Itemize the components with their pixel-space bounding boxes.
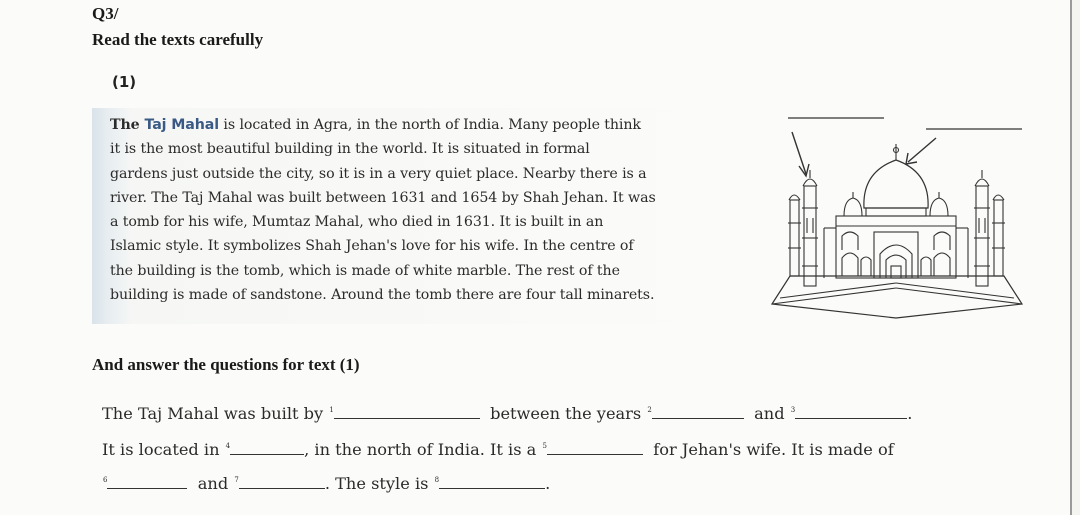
taj-mahal-highlight: Taj Mahal (144, 117, 220, 133)
question-line-1 (102, 404, 912, 423)
answer-blank-4[interactable] (230, 440, 304, 455)
blank-number: 1 (329, 406, 334, 414)
pointer-arrow-icon (792, 132, 809, 176)
reading-passage (92, 108, 706, 324)
line-text: It is located in (102, 440, 220, 459)
passage-line: it is the most beautiful building in the world. It is situated in formal (110, 141, 590, 158)
line-text: . The style is (324, 474, 429, 493)
passage-line: gardens just outside the city, so it is in a very quiet place. Nearby there is a (110, 165, 647, 182)
taj-mahal-figure (766, 108, 1026, 324)
minaret (992, 195, 1005, 276)
answer-blank-8[interactable] (439, 474, 545, 489)
minaret (802, 170, 818, 286)
blank-number: 6 (103, 476, 108, 484)
answer-blank-6[interactable] (107, 474, 187, 489)
line-text: . (545, 474, 551, 493)
passage-line (110, 113, 706, 137)
question-line-2 (102, 440, 894, 459)
text-number: (1) (112, 73, 137, 91)
blank-number: 5 (542, 442, 547, 450)
question-number: Q3/ (92, 4, 119, 23)
passage-line-start: The (110, 117, 145, 133)
question-instruction: Read the texts carefully (92, 30, 264, 49)
pointer-arrow-icon (906, 138, 936, 164)
passage-line-rest: is located in Agra, in the north of India. Many people think (219, 117, 641, 133)
line-text: , in the north of India. It is a (304, 440, 537, 459)
line-text: and (754, 404, 785, 423)
blank-number: 7 (234, 476, 239, 484)
passage-text (110, 113, 706, 307)
passage-line: river. The Taj Mahal was built between 1631 and 1654 by Shah Jehan. It was (110, 189, 656, 206)
blank-number: 8 (434, 476, 440, 484)
passage-line: the building is the tomb, which is made of white marble. The rest of the (110, 262, 620, 279)
question-line-3 (102, 474, 550, 493)
passage-line: a tomb for his wife, Mumtaz Mahal, who died in 1631. It is built in an (110, 214, 604, 231)
line-text: . (907, 404, 913, 423)
blank-number: 2 (647, 406, 652, 414)
line-text: between the years (490, 404, 642, 423)
blank-number: 3 (790, 406, 796, 414)
answer-blank-3[interactable] (795, 404, 907, 419)
taj-mahal-line-drawing-icon (766, 108, 1026, 324)
line-text: The Taj Mahal was built by (102, 404, 324, 423)
questions-title: And answer the questions for text (1) (92, 355, 360, 374)
minaret (788, 195, 801, 276)
passage-line: Islamic style. It symbolizes Shah Jehan's love for his wife. In the centre of (110, 238, 634, 255)
answer-blank-2[interactable] (652, 404, 744, 419)
answer-blank-1[interactable] (334, 404, 480, 419)
answer-blank-5[interactable] (547, 440, 643, 455)
passage-line: building is made of sandstone. Around the tomb there are four tall minarets. (110, 287, 655, 304)
blank-number: 4 (225, 442, 231, 450)
line-text: and (197, 474, 229, 493)
minaret (974, 170, 990, 286)
answer-blank-7[interactable] (239, 474, 325, 489)
line-text: for Jehan's wife. It is made of (653, 440, 894, 459)
